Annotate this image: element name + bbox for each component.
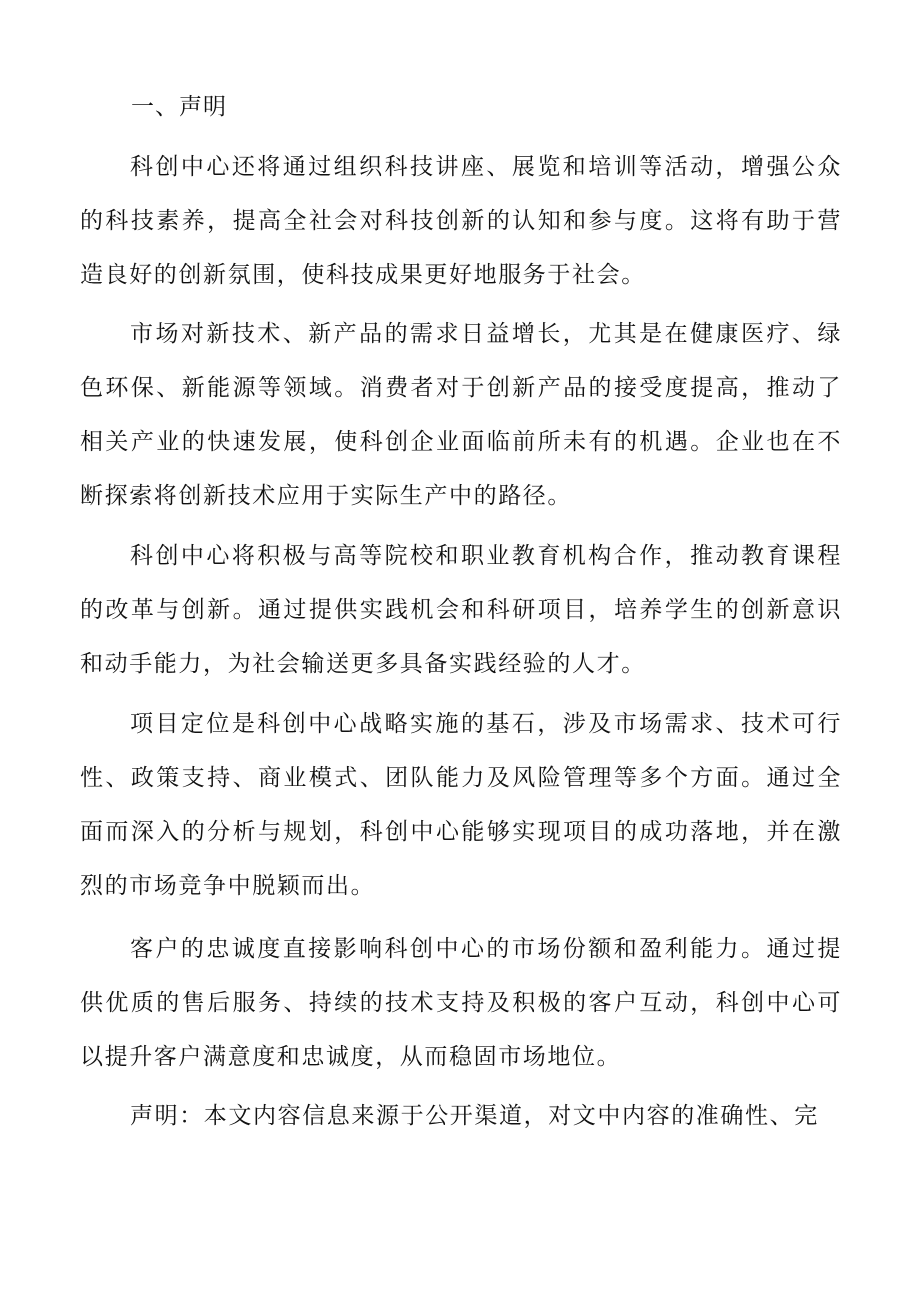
- paragraph-market-demand: 市场对新技术、新产品的需求日益增长，尤其是在健康医疗、绿 色环保、新能源等领域。消费者对于创新产品的接受度提高，推动了 相关产业的快速发展，使科创企业面临前所未有的机遇。企业也在不 断探索将创新技术应用于实际生产中的路径。: [80, 321, 842, 509]
- paragraph-project-positioning: 项目定位是科创中心战略实施的基石，涉及市场需求、技术可行 性、政策支持、商业模式、团队能力及风险管理等多个方面。通过全 面而深入的分析与规划，科创中心能够实现项目的成功落地，并在激 烈的市场竞争中脱颖而出。: [80, 711, 842, 899]
- section-heading: 一、声明: [131, 94, 227, 120]
- paragraph-education-cooperation: 科创中心将积极与高等院校和职业教育机构合作，推动教育课程 的改革与创新。通过提供实践机会和科研项目，培养学生的创新意识 和动手能力，为社会输送更多具备实践经验的人才。: [80, 543, 842, 677]
- paragraph-disclaimer: 声明：本文内容信息来源于公开渠道，对文中内容的准确性、完: [130, 1103, 819, 1129]
- paragraph-customer-loyalty: 客户的忠诚度直接影响科创中心的市场份额和盈利能力。通过提 供优质的售后服务、持续的技术支持及积极的客户互动，科创中心可 以提升客户满意度和忠诚度，从而稳固市场地位。: [80, 936, 842, 1070]
- paragraph-outreach: 科创中心还将通过组织科技讲座、展览和培训等活动，增强公众 的科技素养，提高全社会对科技创新的认知和参与度。这将有助于营 造良好的创新氛围，使科技成果更好地服务于社会。: [80, 154, 842, 288]
